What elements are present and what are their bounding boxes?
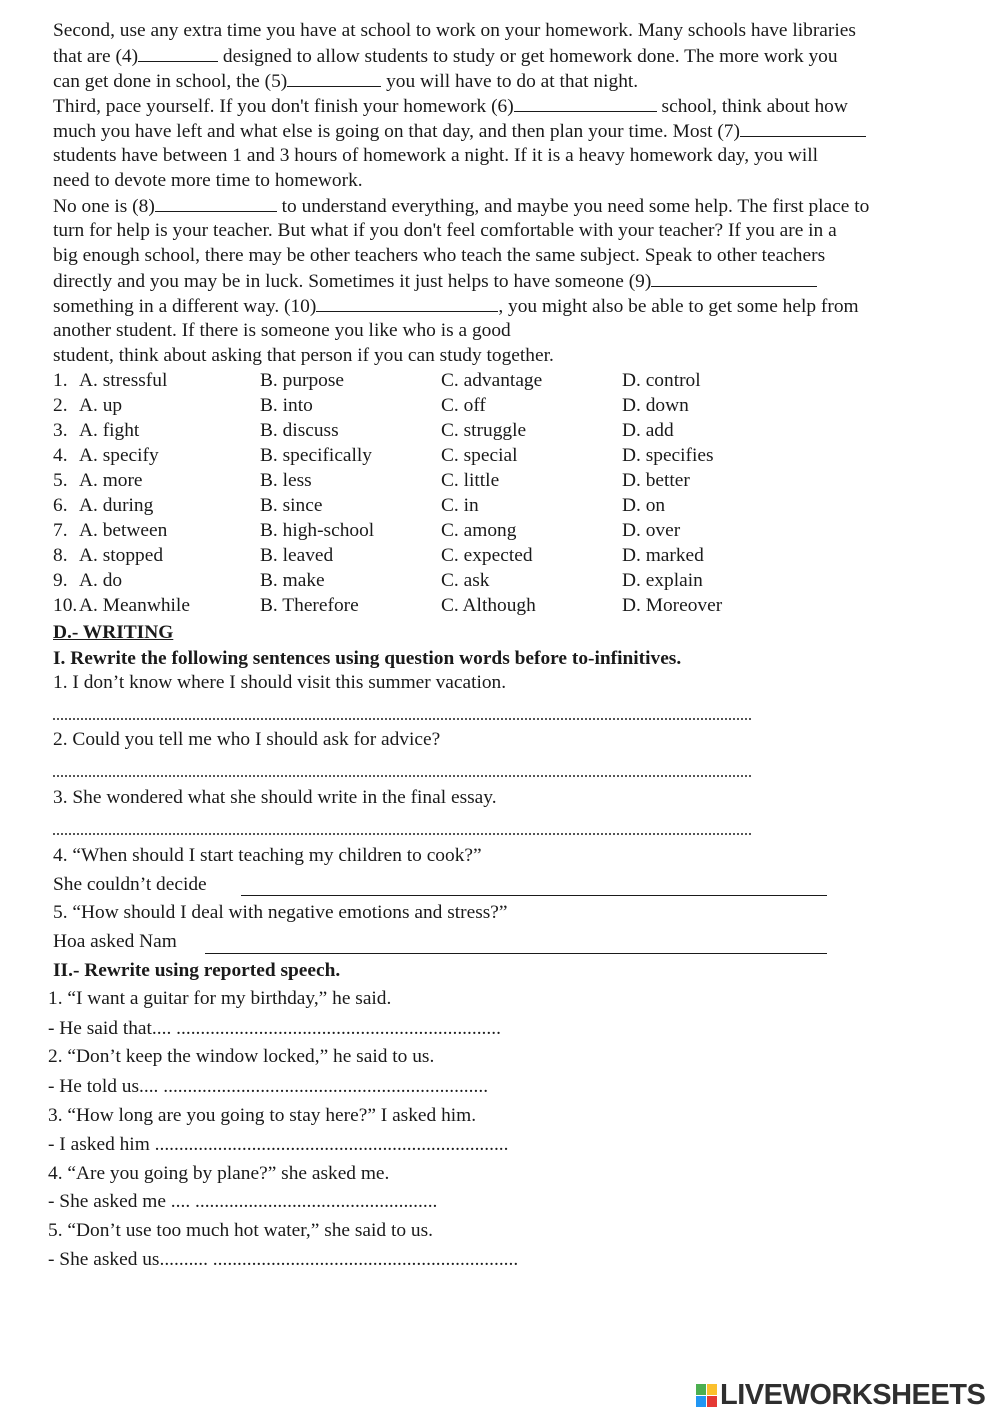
option-c[interactable]: C. off (441, 395, 486, 416)
logo-text: LIVEWORKSHEETS (720, 1378, 986, 1411)
option-d[interactable]: D. marked (622, 545, 704, 566)
part1-title: I. Rewrite the following sentences using question words before to-infinitives. (53, 648, 682, 669)
option-c[interactable]: C. among (441, 520, 517, 541)
reported-question-5: 5. “Don’t use too much hot water,” she said to us. (48, 1220, 433, 1241)
option-a[interactable]: A. do (79, 570, 123, 591)
passage-line: something in a different way. (10) , you might also be able to get some help from (53, 293, 965, 318)
option-b[interactable]: B. less (260, 470, 312, 491)
option-d[interactable]: D. control (622, 370, 701, 391)
option-b[interactable]: B. make (260, 570, 325, 591)
option-d[interactable]: D. down (622, 395, 689, 416)
reading-passage (53, 18, 965, 368)
question-1: 1. I don’t know where I should visit this summer vacation. (53, 672, 507, 693)
question-number: 2. (53, 395, 68, 416)
option-c[interactable]: C. advantage (441, 370, 543, 391)
reported-answer-5[interactable]: - She asked us.......... ............................................................... (48, 1249, 519, 1270)
option-d[interactable]: D. explain (622, 570, 703, 591)
passage-line: that are (4) designed to allow students to study or get homework done. The more work you (53, 43, 965, 68)
blank-4[interactable] (138, 43, 218, 62)
logo-block (707, 1396, 717, 1407)
reported-question-1: 1. “I want a guitar for my birthday,” he said. (48, 988, 392, 1009)
option-d[interactable]: D. on (622, 495, 666, 516)
question-4-stem: She couldn’t decide (53, 874, 207, 895)
option-a[interactable]: A. Meanwhile (79, 595, 190, 616)
logo-block (707, 1384, 717, 1395)
question-5-stem: Hoa asked Nam (53, 931, 177, 952)
reported-question-3: 3. “How long are you going to stay here?” I asked him. (48, 1105, 477, 1126)
question-number: 3. (53, 420, 68, 441)
option-a[interactable]: A. more (79, 470, 143, 491)
passage-line: turn for help is your teacher. But what if you don't feel comfortable with your teacher? If you are in a (53, 220, 837, 241)
answer-line-5[interactable] (205, 953, 827, 954)
option-b[interactable]: B. leaved (260, 545, 334, 566)
option-d[interactable]: D. over (622, 520, 681, 541)
option-c[interactable]: C. special (441, 445, 518, 466)
passage-line: students have between 1 and 3 hours of homework a night. If it is a heavy homework day, you will (53, 145, 819, 166)
logo-blocks-icon (696, 1381, 718, 1409)
option-b[interactable]: B. discuss (260, 420, 339, 441)
question-5: 5. “How should I deal with negative emotions and stress?” (53, 902, 508, 923)
passage-line: much you have left and what else is going on that day, and then plan your time. Most (7) (53, 118, 965, 143)
passage-line: need to devote more time to homework. (53, 170, 363, 191)
question-2: 2. Could you tell me who I should ask for advice? (53, 729, 441, 750)
question-3: 3. She wondered what she should write in the final essay. (53, 787, 497, 808)
option-d[interactable]: D. specifies (622, 445, 714, 466)
option-a[interactable]: A. stressful (79, 370, 168, 391)
option-b[interactable]: B. specifically (260, 445, 372, 466)
passage-line: another student. If there is someone you like who is a good (53, 320, 511, 341)
passage-line: Third, pace yourself. If you don't finish your homework (6) school, think about how (53, 93, 965, 118)
answer-line-1[interactable] (53, 714, 751, 720)
passage-line: directly and you may be in luck. Sometimes it just helps to have someone (9) (53, 268, 965, 293)
blank-9[interactable] (651, 268, 817, 287)
option-c[interactable]: C. expected (441, 545, 533, 566)
option-b[interactable]: B. high-school (260, 520, 375, 541)
blank-8[interactable] (155, 193, 277, 212)
option-b[interactable]: B. Therefore (260, 595, 359, 616)
option-c[interactable]: C. in (441, 495, 479, 516)
answer-line-2[interactable] (53, 771, 751, 777)
blank-6[interactable] (514, 93, 657, 112)
blank-7[interactable] (740, 118, 866, 137)
option-a[interactable]: A. fight (79, 420, 140, 441)
option-b[interactable]: B. purpose (260, 370, 345, 391)
option-c[interactable]: C. Although (441, 595, 536, 616)
question-number: 1. (53, 370, 68, 391)
passage-line: can get done in school, the (5) you will have to do at that night. (53, 68, 965, 93)
option-b[interactable]: B. into (260, 395, 313, 416)
question-number: 6. (53, 495, 68, 516)
question-number: 8. (53, 545, 68, 566)
reported-answer-1[interactable]: - He said that.... ................................................................... (48, 1018, 501, 1039)
part2-title: II.- Rewrite using reported speech. (53, 960, 341, 981)
option-c[interactable]: C. little (441, 470, 500, 491)
reported-question-2: 2. “Don’t keep the window locked,” he said to us. (48, 1046, 435, 1067)
option-a[interactable]: A. up (79, 395, 123, 416)
question-number: 9. (53, 570, 68, 591)
liveworksheets-logo (696, 1378, 985, 1412)
question-4: 4. “When should I start teaching my children to cook?” (53, 845, 482, 866)
logo-block (696, 1384, 706, 1395)
option-c[interactable]: C. struggle (441, 420, 527, 441)
option-a[interactable]: A. between (79, 520, 168, 541)
option-c[interactable]: C. ask (441, 570, 490, 591)
logo-block (696, 1396, 706, 1407)
reported-answer-3[interactable]: - I asked him ......................................................................... (48, 1134, 509, 1155)
answer-line-4[interactable] (241, 895, 827, 896)
writing-heading: D.- WRITING (53, 622, 174, 643)
question-number: 4. (53, 445, 68, 466)
option-a[interactable]: A. specify (79, 445, 159, 466)
option-d[interactable]: D. add (622, 420, 674, 441)
blank-10[interactable] (316, 293, 498, 312)
question-number: 7. (53, 520, 68, 541)
reported-answer-2[interactable]: - He told us.... ................................................................... (48, 1076, 489, 1097)
passage-line: big enough school, there may be other teachers who teach the same subject. Speak to other teachers (53, 245, 826, 266)
passage-line: No one is (8) to understand everything, and maybe you need some help. The first place to (53, 193, 965, 218)
option-d[interactable]: D. better (622, 470, 690, 491)
option-a[interactable]: A. stopped (79, 545, 164, 566)
passage-line: student, think about asking that person if you can study together. (53, 345, 554, 366)
option-a[interactable]: A. during (79, 495, 154, 516)
reported-answer-4[interactable]: - She asked me .... .................................................. (48, 1191, 438, 1212)
option-d[interactable]: D. Moreover (622, 595, 723, 616)
passage-line: Second, use any extra time you have at school to work on your homework. Many schools have libraries (53, 20, 856, 41)
reported-question-4: 4. “Are you going by plane?” she asked me. (48, 1163, 390, 1184)
option-b[interactable]: B. since (260, 495, 323, 516)
question-number: 10. (53, 595, 78, 616)
blank-5[interactable] (287, 68, 381, 87)
question-number: 5. (53, 470, 68, 491)
answer-line-3[interactable] (53, 829, 751, 835)
